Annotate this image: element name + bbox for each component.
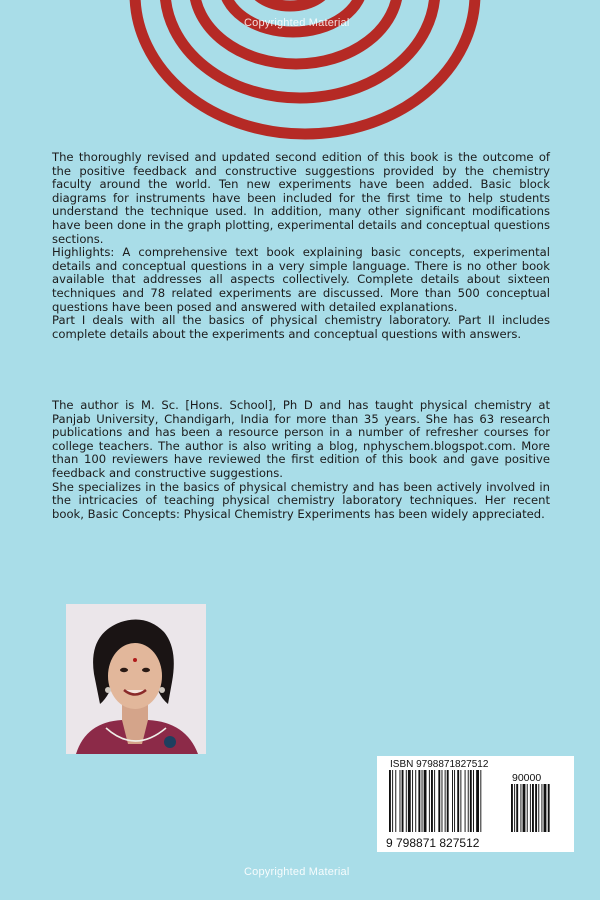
book-description [52,151,550,341]
barcode-addon-bar [532,784,534,832]
barcode-bar [406,770,407,832]
price-code: 90000 [512,772,542,784]
author-specialty-paragraph: She specializes in the basics of physical chemistry and has been actively involved in the intricacies of teaching physical chemistry laboratory techniques. Her recent book, Basic Concepts: Physical Chemistry Experiments has been widely appreciated. [52,479,550,521]
barcode-bar [418,770,420,832]
barcode-box [377,756,574,852]
barcode-addon-bar [523,784,526,832]
barcode-bar [457,770,459,832]
barcode-bar [412,770,413,832]
parts-paragraph: Part I deals with all the basics of physical chemistry laboratory. Part II includes complete details about the experiments and conceptual questions with answers. [52,313,550,341]
barcode-addon-bar [511,784,513,832]
barcode-bar [429,770,430,832]
barcode-bar [470,770,472,832]
barcode-addon-bar [541,784,542,832]
barcode-bar [434,770,435,832]
barcode-bar [431,770,433,832]
description-paragraph: The thoroughly revised and updated second edition of this book is the outcome of the positive feedback and constructive suggestions provided by the chemistry faculty around the world. Ten new experiments have been added. Basic block diagrams for instruments have been included for the first time to help students understand the technique used. In addition, many other significant modifications have been done in the graph plotting, experimental details and conceptual questions sections. [52,150,550,246]
barcode-bar [454,770,455,832]
barcode-bar [438,770,440,832]
barcode-bar [392,770,393,832]
barcode-bar [400,770,401,832]
barcode-bars [389,770,569,836]
barcode-addon-bar [530,784,531,832]
isbn-label: ISBN 9798871827512 [390,759,489,770]
barcode-bar [460,770,461,832]
barcode-addon-bar [535,784,537,832]
isbn-digits: 9 798871 827512 [386,836,480,850]
barcode-bar [395,770,396,832]
barcode-bar [465,770,466,832]
barcode-bar [408,770,411,832]
barcode-bar [442,770,443,832]
author-photo [66,604,206,754]
barcode-addon-bar [520,784,521,832]
barcode-addon-bar [548,784,550,832]
barcode-addon-bar [538,784,539,832]
barcode-bar [447,770,449,832]
barcode-bar [473,770,474,832]
watermark-top: Copyrighted Material [244,17,350,29]
barcode-bar [468,770,469,832]
barcode-bar [389,770,391,832]
barcode-bar [422,770,423,832]
barcode-addon-bar [527,784,528,832]
author-bio [52,399,550,521]
barcode-bar [480,770,481,832]
barcode-addon-bar [544,784,547,832]
barcode-addon-bar [516,784,518,832]
barcode-addon-bar [514,784,515,832]
barcode-bar [476,770,479,832]
barcode-bar [424,770,427,832]
barcode-bar [415,770,416,832]
watermark-bottom: Copyrighted Material [244,866,350,878]
barcode-bar [452,770,453,832]
highlights-paragraph: Highlights: A comprehensive text book explaining basic concepts, experimental details and conceptual questions in a very simple language. There is no other book available that addresses all aspects collectively. Complete details about sixteen techniques and 78 related experiments are discussed. More than 500 conceptual questions have been posed and answered with detailed explanations. [52,245,550,314]
barcode-bar [445,770,446,832]
author-bio-paragraph: The author is M. Sc. [Hons. School], Ph D and has taught physical chemistry at Panjab University, Chandigarh, India for more than 35 years. She has 63 research publications and has been a resource person in a number of refresher courses for college teachers. The author is also writing a blog, nphyschem.blogspot.com. More than 100 reviewers have reviewed the first edition of this book and gave positive feedback and constructive suggestions. [52,398,550,480]
barcode-bar [402,770,404,832]
author-portrait-illustration [66,604,206,754]
